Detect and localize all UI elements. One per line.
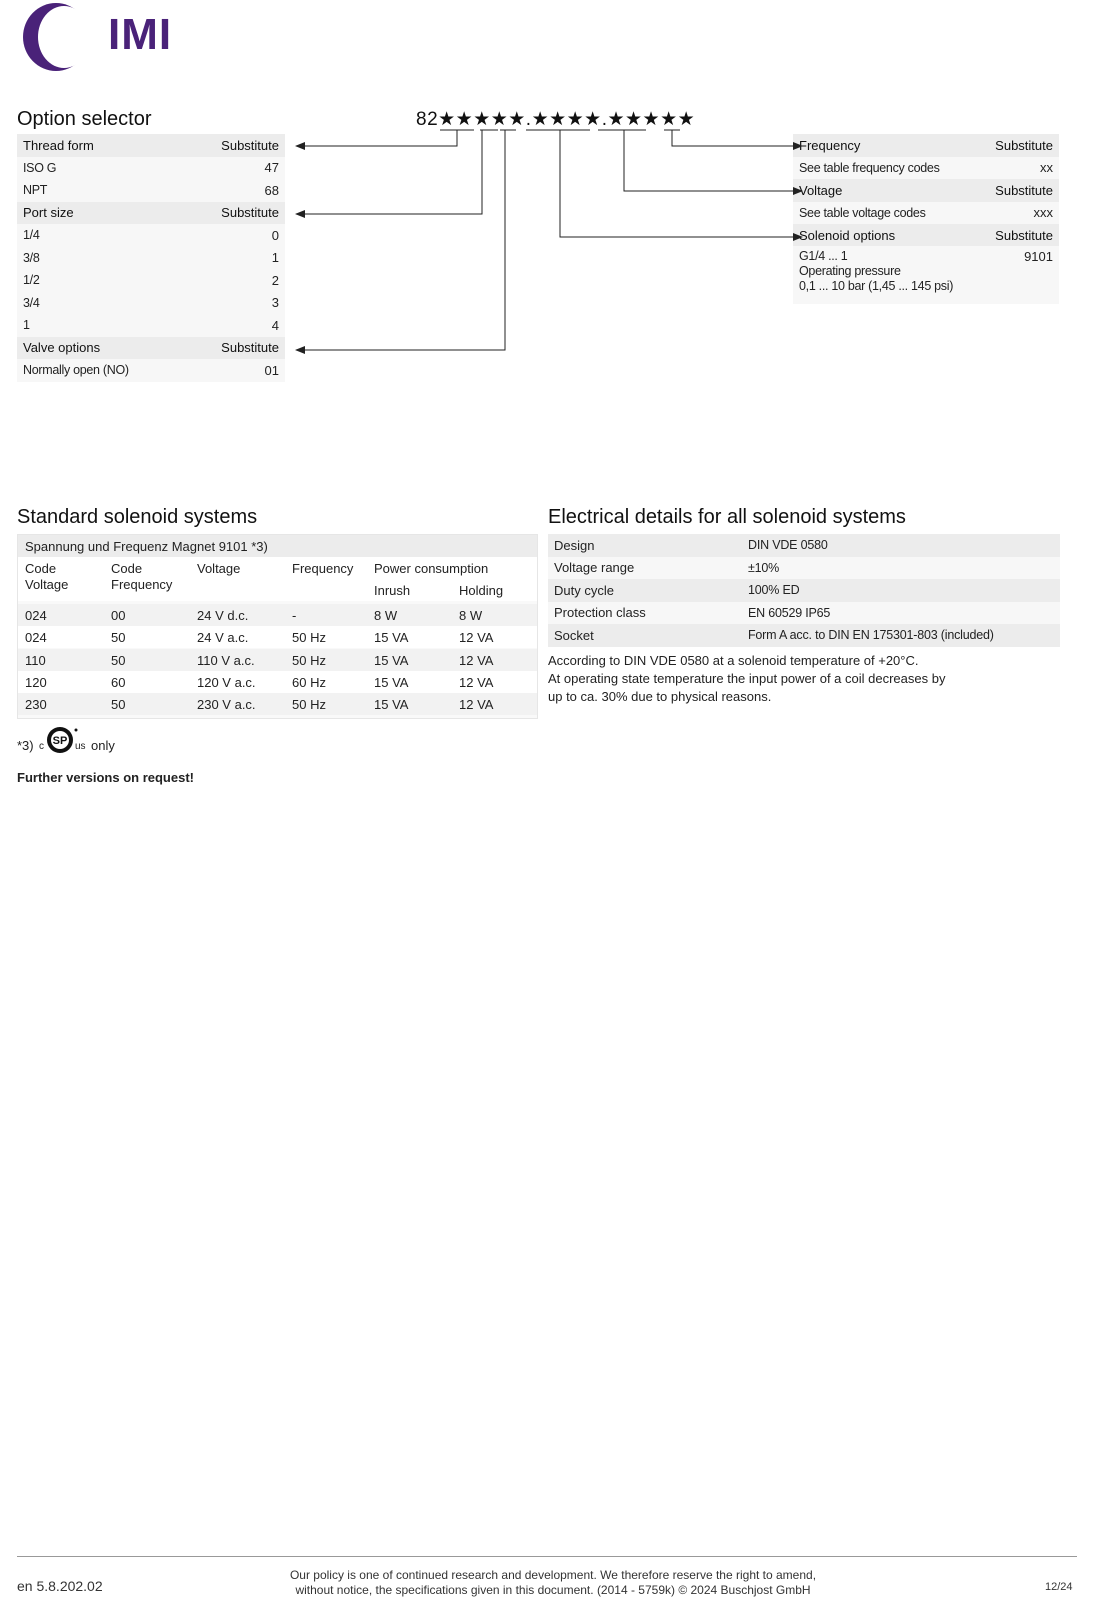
electrical-title: Electrical details for all solenoid systems bbox=[548, 506, 906, 528]
left_table-value: Substitute bbox=[185, 202, 285, 225]
footer-policy bbox=[263, 1568, 843, 1598]
electrical-label: Protection class bbox=[548, 602, 742, 625]
solenoid-cell: 8 W bbox=[459, 608, 483, 623]
left_table-value: Substitute bbox=[185, 134, 285, 157]
solenoid-cell: 60 bbox=[111, 674, 126, 690]
solenoid-table-row bbox=[18, 671, 537, 693]
left_table-value: 0 bbox=[185, 224, 285, 247]
header-code-frequency: Code Frequency bbox=[111, 561, 173, 592]
header-voltage: Voltage bbox=[197, 561, 241, 576]
left_table-value: 01 bbox=[185, 359, 285, 382]
solenoid-cell: 230 V a.c. bbox=[197, 697, 256, 713]
solenoid-cell: 8 W bbox=[374, 608, 398, 623]
right_table-label: See table voltage codes bbox=[793, 202, 975, 225]
selector-connector-lines bbox=[0, 0, 1093, 400]
footer-policy-line2: without notice, the specifications given in this document. (2014 - 5759k) © 2024 Buschjost GmbH bbox=[295, 1583, 811, 1597]
solenoid-cell: 12 VA bbox=[459, 697, 494, 713]
solenoid-table-row bbox=[18, 626, 537, 648]
electrical-value: Form A acc. to DIN EN 175301-803 (included) bbox=[742, 624, 1060, 647]
solenoid-cell: 12 VA bbox=[459, 630, 494, 646]
footer-divider bbox=[17, 1556, 1077, 1557]
footer-page: 12/24 bbox=[1045, 1581, 1073, 1593]
csa-logo-text: SP bbox=[52, 735, 68, 747]
solenoid-cell: 110 bbox=[25, 652, 46, 668]
solenoid-cell: - bbox=[292, 608, 297, 623]
electrical-label: Socket bbox=[548, 624, 742, 647]
electrical-note-line3: up to ca. 30% due to physical reasons. bbox=[548, 689, 772, 704]
electrical-label: Design bbox=[548, 534, 742, 557]
csa-logo-icon bbox=[45, 726, 79, 754]
electrical-row bbox=[548, 624, 1060, 647]
solenoid-cell: 15 VA bbox=[374, 674, 409, 690]
left_table-value: 68 bbox=[185, 179, 285, 202]
solenoid-table-row bbox=[18, 649, 537, 671]
left_table-label: ISO G bbox=[17, 157, 185, 180]
electrical-label: Voltage range bbox=[548, 557, 742, 580]
footer-doc-id: en 5.8.202.02 bbox=[17, 1578, 103, 1594]
left_table-value: 2 bbox=[185, 269, 285, 292]
further-versions-note: Further versions on request! bbox=[17, 770, 194, 785]
electrical-table bbox=[548, 534, 1060, 647]
footnote-c: c bbox=[39, 741, 44, 752]
left_table-value: 3 bbox=[185, 292, 285, 315]
left_table-label: 1/2 bbox=[17, 269, 185, 292]
solenoid-cell: 12 VA bbox=[459, 674, 494, 690]
electrical-label: Duty cycle bbox=[548, 579, 742, 602]
electrical-value: EN 60529 IP65 bbox=[742, 602, 1060, 625]
header-frequency: Frequency bbox=[292, 561, 354, 576]
footer-policy-line1: Our policy is one of continued research and development. We therefore reserve the right to amend, bbox=[289, 1568, 817, 1582]
solenoid-table-panel bbox=[17, 534, 538, 719]
solenoid-cell: 50 bbox=[111, 697, 126, 713]
electrical-row bbox=[548, 557, 1060, 580]
right_table-value: Substitute bbox=[975, 134, 1059, 157]
solenoid-cell: 50 bbox=[111, 652, 126, 668]
solenoid-cell: 60 Hz bbox=[292, 674, 326, 690]
left_table-value: Substitute bbox=[185, 337, 285, 360]
solenoid-table-caption: Spannung und Frequenz Magnet 9101 *3) bbox=[25, 539, 268, 554]
solenoid-cell: 00 bbox=[111, 608, 126, 623]
electrical-note-line1: According to DIN VDE 0580 at a solenoid temperature of +20°C. bbox=[548, 653, 919, 668]
solenoid-option-line3: 0,1 ... 10 bar (1,45 ... 145 psi) bbox=[799, 279, 954, 293]
solenoid-cell: 110 V a.c. bbox=[197, 652, 255, 668]
header-inrush: Inrush bbox=[374, 583, 411, 598]
left_table-label: 1 bbox=[17, 314, 185, 337]
csa-footnote bbox=[17, 726, 237, 756]
solenoid-option-line1: G1/4 ... 1 bbox=[799, 249, 848, 263]
left_table-label: Normally open (NO) bbox=[17, 359, 185, 382]
solenoid-cell: 024 bbox=[25, 608, 47, 623]
solenoid-table-row bbox=[18, 693, 537, 715]
solenoid-cell: 24 V a.c. bbox=[197, 630, 249, 646]
electrical-row bbox=[548, 534, 1060, 557]
header-holding: Holding bbox=[459, 583, 504, 598]
solenoid-cell: 24 V d.c. bbox=[197, 608, 249, 623]
right_table-label: Voltage bbox=[793, 179, 975, 202]
left_table-value: 4 bbox=[185, 314, 285, 337]
footnote-us: us bbox=[75, 741, 86, 752]
left_table-value: 47 bbox=[185, 157, 285, 180]
right_table-value: Substitute bbox=[975, 179, 1059, 202]
electrical-row bbox=[548, 579, 1060, 602]
solenoid-cell: 12 VA bbox=[459, 652, 494, 668]
left_table-label: 3/8 bbox=[17, 247, 185, 270]
solenoid-option-line2: Operating pressure bbox=[799, 264, 901, 278]
solenoid-cell: 50 Hz bbox=[292, 697, 326, 713]
header-power: Power consumption bbox=[374, 561, 489, 576]
left_table-label: Valve options bbox=[17, 337, 185, 360]
option-selector-title: Option selector bbox=[17, 108, 152, 130]
solenoid-cell: 50 Hz bbox=[292, 630, 326, 646]
electrical-value: 100% ED bbox=[742, 579, 1060, 602]
solenoid-cell: 15 VA bbox=[374, 630, 409, 646]
left_table-label: 3/4 bbox=[17, 292, 185, 315]
right_table-value: xxx bbox=[975, 202, 1059, 225]
standard-solenoid-title: Standard solenoid systems bbox=[17, 506, 258, 528]
footnote-mark: *3) bbox=[17, 738, 34, 753]
electrical-row bbox=[548, 602, 1060, 625]
solenoid-cell: 15 VA bbox=[374, 652, 409, 668]
solenoid-cell: 15 VA bbox=[374, 697, 409, 713]
left_table-label: Thread form bbox=[17, 134, 185, 157]
electrical-note-line2: At operating state temperature the input power of a coil decreases by bbox=[548, 671, 946, 686]
solenoid-cell: 120 bbox=[25, 674, 47, 690]
left_table-value: 1 bbox=[185, 247, 285, 270]
left_table-label: NPT bbox=[17, 179, 185, 202]
right_table-label: Solenoid options bbox=[793, 224, 975, 247]
order-code: 82★★★★★.★★★★.★★★★★ bbox=[416, 109, 696, 130]
left_table-label: 1/4 bbox=[17, 224, 185, 247]
electrical-note bbox=[548, 652, 945, 706]
solenoid-cell: 50 bbox=[111, 630, 126, 646]
footnote-only: only bbox=[91, 738, 115, 753]
solenoid-option-value: 9101 bbox=[1024, 249, 1053, 264]
logo-text: IMI bbox=[108, 10, 173, 59]
right_table-value: xx bbox=[975, 157, 1059, 180]
electrical-value: ±10% bbox=[742, 557, 1060, 580]
solenoid-cell: 230 bbox=[25, 697, 47, 713]
header-code-voltage: Code Voltage bbox=[25, 561, 69, 592]
right_table-value: Substitute bbox=[975, 224, 1059, 247]
solenoid-cell: 50 Hz bbox=[292, 652, 326, 668]
solenoid-table-row bbox=[18, 604, 537, 626]
right_table-label: See table frequency codes bbox=[793, 157, 975, 180]
solenoid-cell: 120 V a.c. bbox=[197, 674, 256, 690]
left_table-label: Port size bbox=[17, 202, 185, 225]
solenoid-cell: 024 bbox=[25, 630, 47, 646]
electrical-value: DIN VDE 0580 bbox=[742, 534, 1060, 557]
right_table-label: Frequency bbox=[793, 134, 975, 157]
